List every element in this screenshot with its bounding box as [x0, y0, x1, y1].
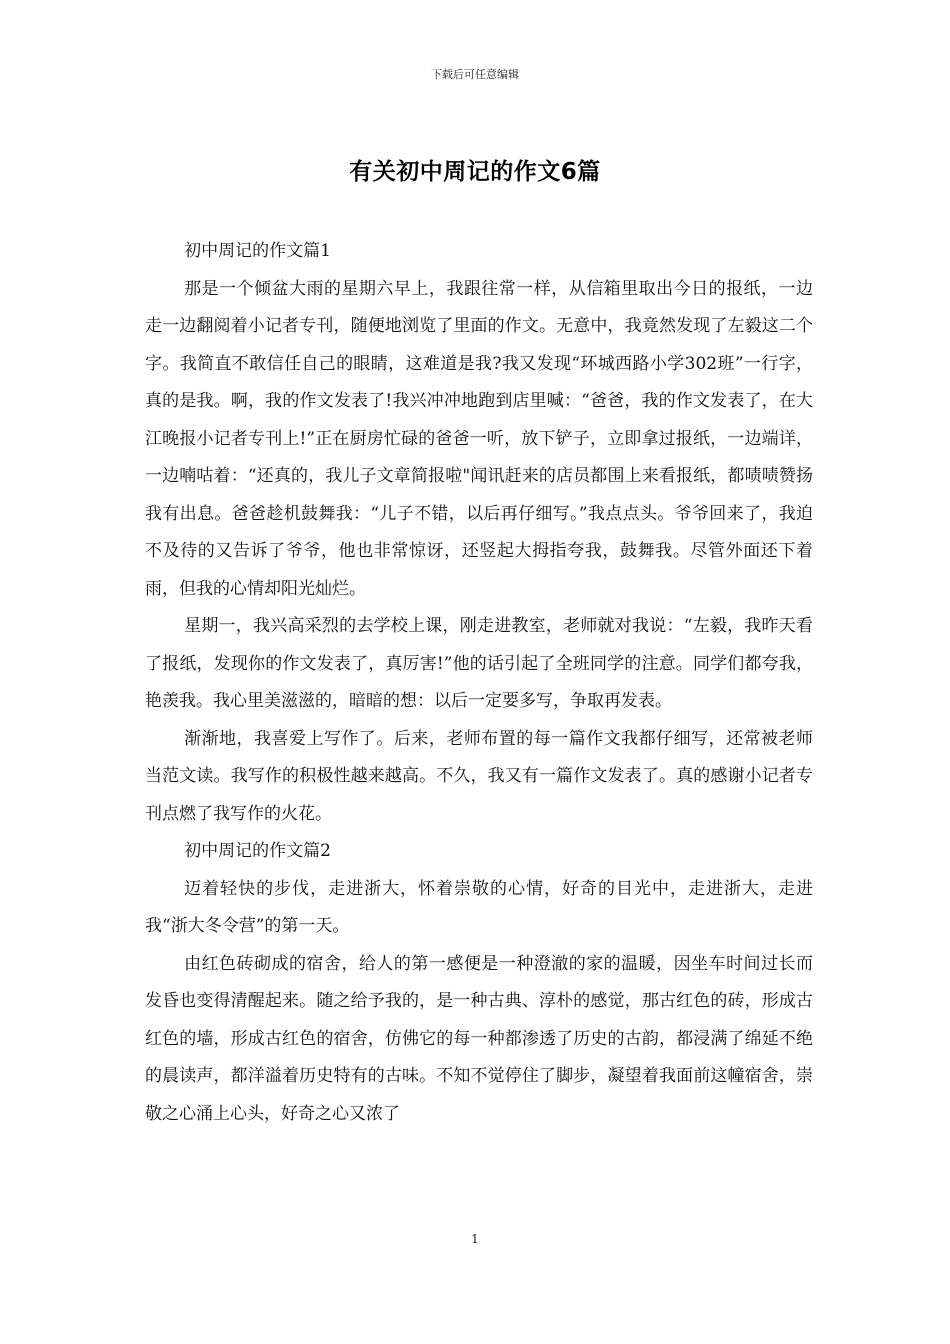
paragraph: 由红色砖砌成的宿舍，给人的第一感便是一种澄澈的家的温暖，因坐车时间过长而发昏也变得清醒起来。随之给予我的，是一种古典、淳朴的感觉，那古红色的砖，形成古红色的墙，形成古红色的宿舍，仿佛它的每一种都渗透了历史的古韵，都浸满了绵延不绝的晨读声，都洋溢着历史特有的古味。不知不觉停住了脚步，凝望着我面前这幢宿舍，崇敬之心涌上心头，好奇之心又浓了: [145, 953, 813, 1124]
page-number: 1: [471, 1232, 479, 1246]
header-note: 下载后可任意编辑: [431, 68, 519, 81]
section-heading: 初中周记的作文篇1: [184, 241, 331, 261]
document-body: [145, 233, 813, 1133]
section-heading: 初中周记的作文篇2: [184, 841, 331, 861]
paragraph: 那是一个倾盆大雨的星期六早上，我跟往常一样，从信箱里取出今日的报纸，一边走一边翻阅着小记者专刊，随便地浏览了里面的作文。无意中，我竟然发现了左毅这二个字。我简直不敢信任自己的眼睛，这难道是我?我又发现“环城西路小学302班”一行字，真的是我。啊，我的作文发表了!我兴冲冲地跑到店里喊：“爸爸，我的作文发表了，在大江晚报小记者专刊上!”正在厨房忙碌的爸爸一听，放下铲子，立即拿过报纸，一边端详，一边喃咕着：“还真的，我儿子文章简报啦"闻讯赶来的店员都围上来看报纸，都啧啧赞扬我有出息。爸爸趁机鼓舞我：“儿子不错，以后再仔细写。”我点点头。爷爷回来了，我迫不及待的又告诉了爷爷，他也非常惊讶，还竖起大拇指夸我，鼓舞我。尽管外面还下着雨，但我的心情却阳光灿烂。: [145, 278, 813, 599]
paragraph: 渐渐地，我喜爱上写作了。后来，老师布置的每一篇作文我都仔细写，还常被老师当范文读。我写作的积极性越来越高。不久，我又有一篇作文发表了。真的感谢小记者专刊点燃了我写作的火花。: [145, 728, 813, 824]
paragraph: 迈着轻快的步伐，走进浙大，怀着崇敬的心情，好奇的目光中，走进浙大，走进我“浙大冬令营”的第一天。: [145, 878, 813, 936]
paragraph: 星期一，我兴高采烈的去学校上课，刚走进教室，老师就对我说：“左毅，我昨天看了报纸，发现你的作文发表了，真厉害!”他的话引起了全班同学的注意。同学们都夸我，艳羡我。我心里美滋滋的，暗暗的想：以后一定要多写，争取再发表。: [145, 616, 813, 711]
document-title: 有关初中周记的作文6篇: [349, 159, 601, 185]
